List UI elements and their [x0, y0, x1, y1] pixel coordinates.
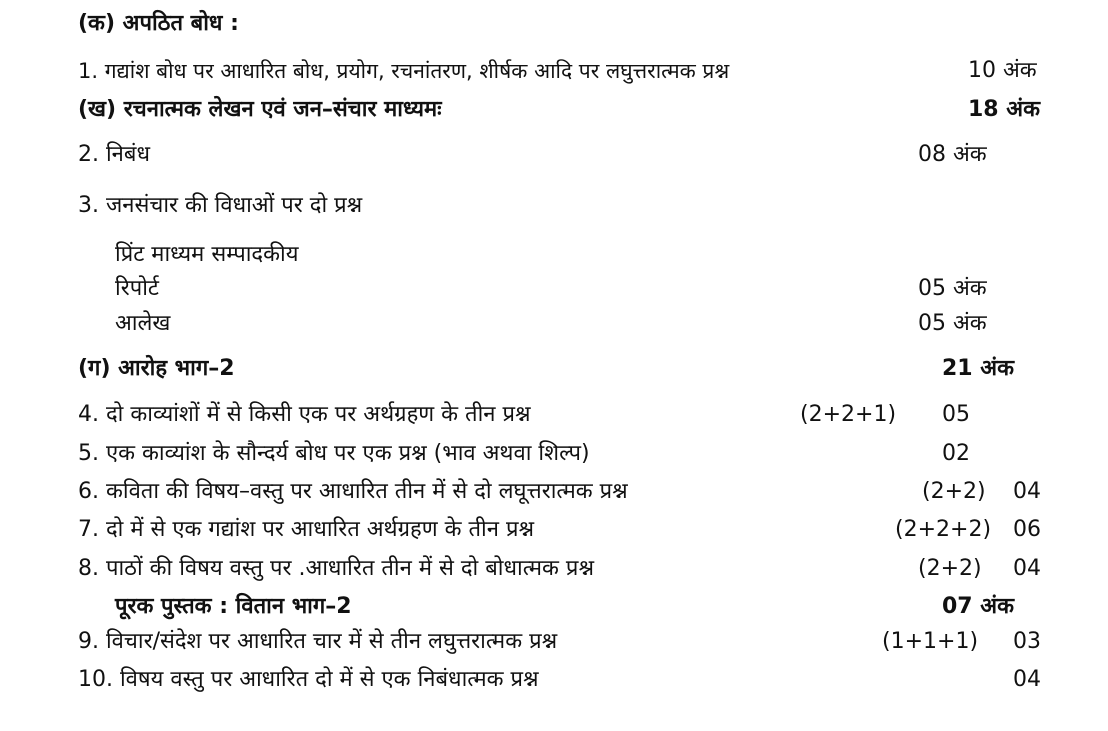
- question-8-split: (2+2): [918, 556, 982, 581]
- section-ga-heading: (ग) आरोह भाग–2: [78, 356, 235, 381]
- question-9-text: 9. विचार/संदेश पर आधारित चार में से तीन लघुत्तरात्मक प्रश्न: [78, 629, 558, 654]
- question-3-sub-2-marks: 05 अंक: [918, 276, 987, 301]
- question-6-text: 6. कविता की विषय–वस्तु पर आधारित तीन में से दो लघूत्तरात्मक प्रश्न: [78, 479, 628, 504]
- question-2-text: 2. निबंध: [78, 142, 150, 167]
- question-3-sub-2: रिपोर्ट: [115, 276, 159, 301]
- section-ka-heading: (क) अपठित बोध :: [78, 11, 239, 36]
- supplement-marks: 07 अंक: [942, 594, 1014, 619]
- question-5-marks: 02: [942, 441, 970, 466]
- section-kha-marks: 18 अंक: [968, 97, 1040, 122]
- question-7-marks: 06: [1013, 517, 1041, 542]
- question-8-marks: 04: [1013, 556, 1041, 581]
- question-2-marks: 08 अंक: [918, 142, 987, 167]
- question-3-sub-3-marks: 05 अंक: [918, 311, 987, 336]
- question-4-split: (2+2+1): [800, 402, 897, 427]
- question-1-text: 1. गद्यांश बोध पर आधारित बोध, प्रयोग, रचनांतरण, शीर्षक आदि पर लघुत्तरात्मक प्रश्न: [78, 59, 730, 83]
- question-8-text: 8. पाठों की विषय वस्तु पर .आधारित तीन में से दो बोधात्मक प्रश्न: [78, 556, 594, 581]
- question-3-text: 3. जनसंचार की विधाओं पर दो प्रश्न: [78, 193, 363, 218]
- question-10-marks: 04: [1013, 667, 1041, 692]
- section-ga-marks: 21 अंक: [942, 356, 1014, 381]
- question-9-marks: 03: [1013, 629, 1041, 654]
- question-4-text: 4. दो काव्यांशों में से किसी एक पर अर्थग्रहण के तीन प्रश्न: [78, 402, 531, 427]
- question-3-sub-3: आलेख: [115, 311, 171, 336]
- question-9-split: (1+1+1): [882, 629, 979, 654]
- question-6-marks: 04: [1013, 479, 1041, 504]
- supplement-heading: पूरक पुस्तक : वितान भाग–2: [115, 594, 352, 619]
- question-7-text: 7. दो में से एक गद्यांश पर आधारित अर्थग्रहण के तीन प्रश्न: [78, 517, 535, 542]
- section-kha-heading: (ख) रचनात्मक लेखन एवं जन–संचार माध्यमः: [78, 97, 442, 122]
- question-4-marks: 05: [942, 402, 970, 427]
- question-3-sub-1: प्रिंट माध्यम सम्पादकीय: [115, 242, 299, 267]
- question-7-split: (2+2+2): [895, 517, 992, 542]
- question-1-marks: 10 अंक: [968, 58, 1037, 83]
- question-6-split: (2+2): [922, 479, 986, 504]
- question-10-text: 10. विषय वस्तु पर आधारित दो में से एक निबंधात्मक प्रश्न: [78, 667, 539, 692]
- question-5-text: 5. एक काव्यांश के सौन्दर्य बोध पर एक प्रश्न (भाव अथवा शिल्प): [78, 441, 590, 466]
